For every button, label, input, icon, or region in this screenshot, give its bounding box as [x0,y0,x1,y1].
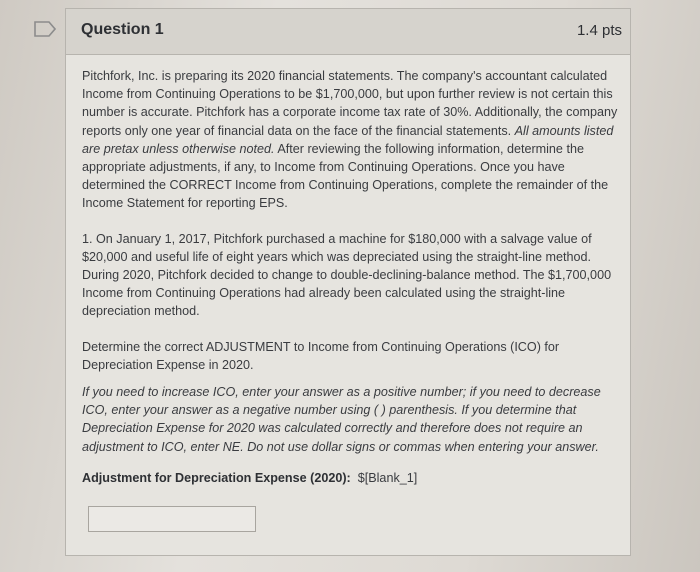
determine-paragraph: Determine the correct ADJUSTMENT to Income from Continuing Operations (ICO) for Depreciation Expense in 2020. [82,339,560,372]
question-title: Question 1 [81,21,164,38]
question-header [66,9,630,55]
intro-text-part2: After reviewing the following information, determine the appropriate adjustments, if any, to Income from Continuing Operations. Once you have determined the CORRECT Income from Continuing Operations, complete the remainder of the Income Statement for reporting EPS. [82,141,609,211]
answer-label-line [82,469,620,487]
answer-label: Adjustment for Depreciation Expense (2020): [82,470,351,485]
question-body [82,67,620,487]
flag-icon[interactable] [34,21,56,37]
intro-paragraph [82,67,620,213]
question-points: 1.4 pts [576,22,622,39]
intro-italic-note: All amounts listed are pretax unless otherwise noted. [82,123,614,156]
blank-token: $[Blank_1] [357,470,418,485]
item-1-paragraph: 1. On January 1, 2017, Pitchfork purchased a machine for $180,000 with a salvage value of $20,000 and useful life of eight years which was depreciated using the straight-line method. During 2020, Pitchfork decided to change to double-declining-balance method. The $1,700,000 Income from Continuing Operations had already been calculated using the straight-line depreciation method. [82,231,612,319]
answer-instructions: If you need to increase ICO, enter your answer as a positive number; if you need to decrease ICO, enter your answer as a negative number using ( ) parenthesis. If you determine that Depreciation Expense for 2020 was calculated correctly and therefore does not require an adjustment to ICO, enter NE. Do not use dollar signs or commas when entering your answer. [82,385,601,454]
intro-text-part1: Pitchfork, Inc. is preparing its 2020 financial statements. The company's accountant calculated Income from Continuing Operations to be $1,700,000, but upon further review is not certain this number is accurate. Pitchfork has a corporate income tax rate of 30%. Additionally, the company reports only one year of financial data on the face of the financial statements. [82,69,618,138]
question-card [65,8,631,556]
answer-input[interactable] [88,506,256,532]
